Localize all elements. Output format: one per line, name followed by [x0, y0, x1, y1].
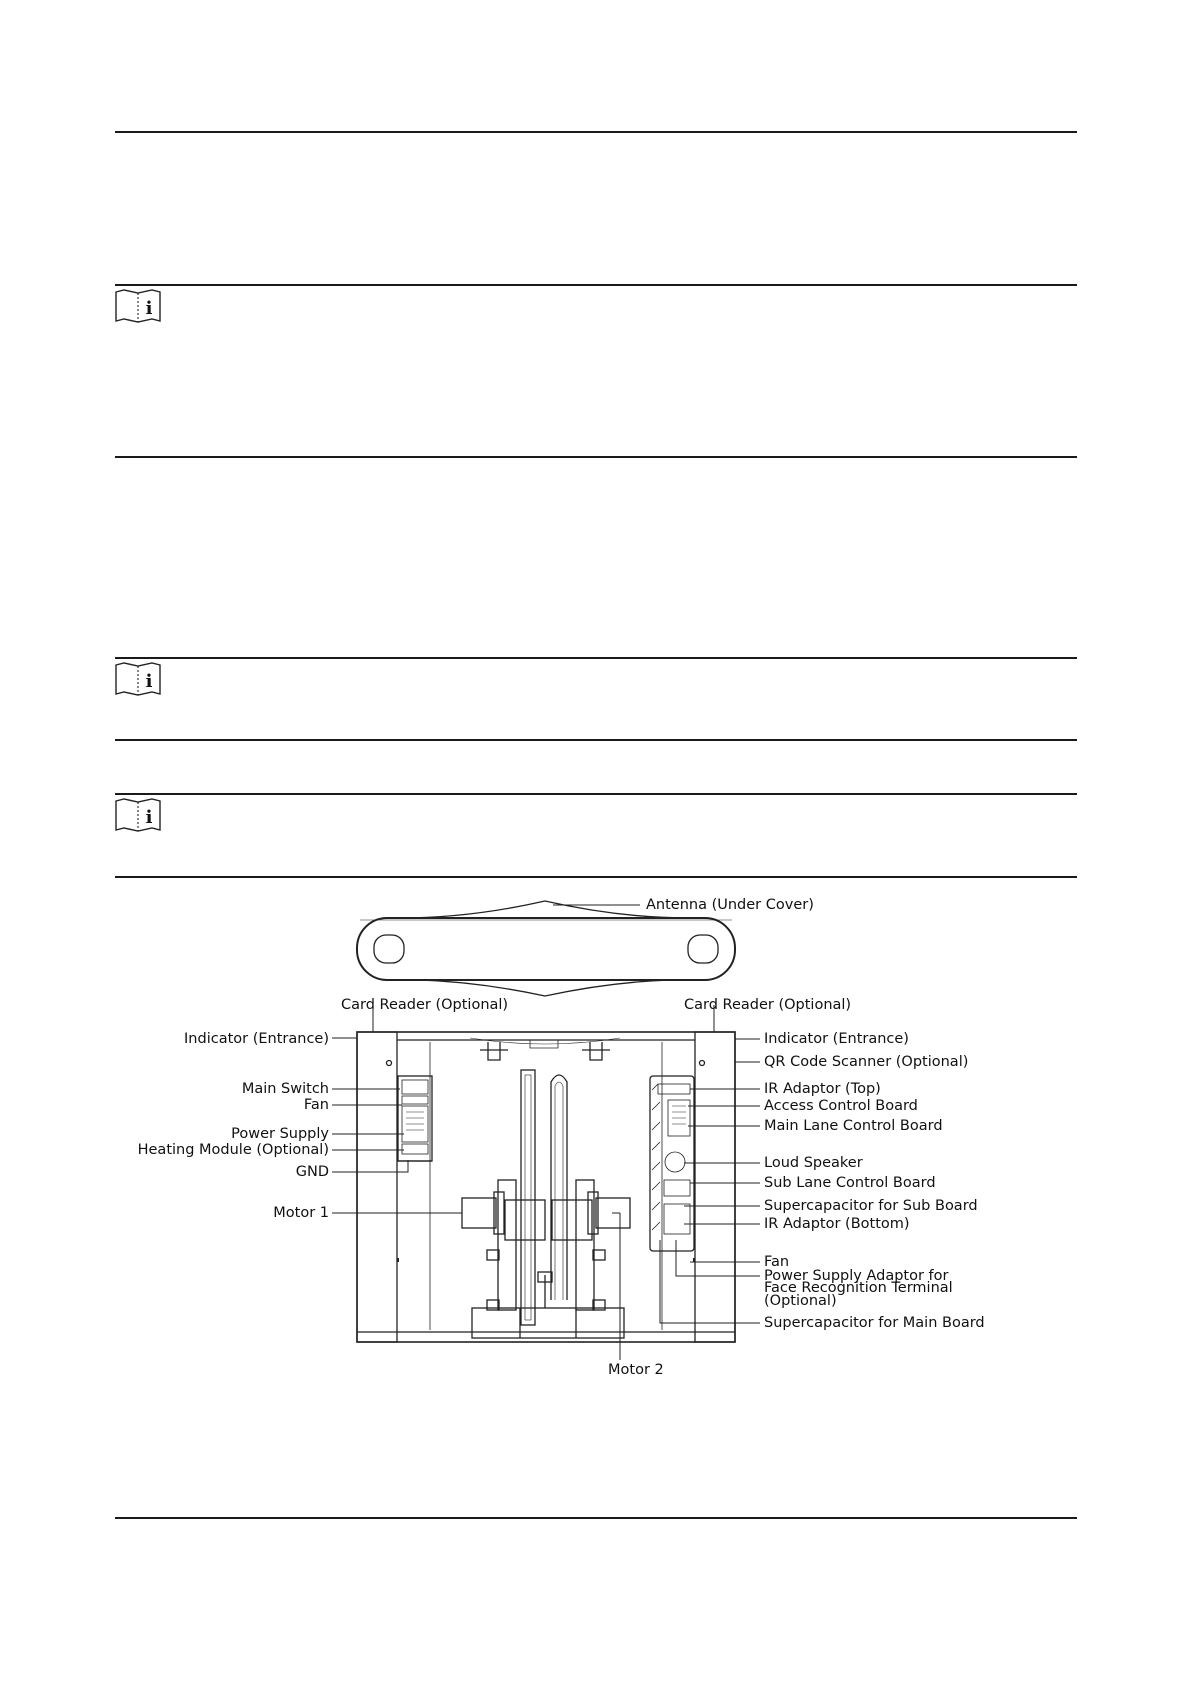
- note-1-top-rule: [115, 284, 1077, 286]
- note-1-icon: [114, 289, 162, 323]
- label-supercap-sub: Supercapacitor for Sub Board: [764, 1198, 978, 1214]
- label-motor-1: Motor 1: [273, 1205, 329, 1221]
- label-loud-speaker: Loud Speaker: [764, 1155, 863, 1171]
- label-supercap-main: Supercapacitor for Main Board: [764, 1315, 985, 1331]
- note-1-bottom-rule: [115, 456, 1077, 458]
- note-3-icon: [114, 798, 162, 832]
- label-motor-2: Motor 2: [608, 1362, 664, 1378]
- mechanism: [398, 1070, 694, 1338]
- label-gnd: GND: [295, 1164, 329, 1180]
- svg-text:i: i: [145, 671, 153, 692]
- svg-text:i: i: [145, 298, 153, 319]
- svg-text:i: i: [145, 807, 153, 828]
- note-3-bottom-rule: [115, 876, 1077, 878]
- label-antenna: Antenna (Under Cover): [646, 897, 814, 913]
- label-card-reader-left: Card Reader (Optional): [341, 997, 509, 1013]
- label-power-supply-adaptor-2: Face Recognition Terminal: [764, 1280, 953, 1296]
- label-access-control-board: Access Control Board: [764, 1098, 918, 1114]
- top-cover: [357, 901, 735, 996]
- label-indicator-right: Indicator (Entrance): [764, 1031, 909, 1047]
- label-indicator-left: Indicator (Entrance): [184, 1031, 329, 1047]
- leader-lines: [332, 905, 760, 1360]
- label-power-supply: Power Supply: [231, 1126, 329, 1142]
- footer-rule: [115, 1517, 1077, 1519]
- note-2-top-rule: [115, 657, 1077, 659]
- label-fan-left: Fan: [303, 1097, 329, 1113]
- header-rule: [115, 131, 1077, 133]
- housing: [357, 1032, 735, 1342]
- left-panel: [398, 1076, 432, 1161]
- label-card-reader-right: Card Reader (Optional): [684, 997, 852, 1013]
- label-power-supply-adaptor-1: Power Supply Adaptor for: [764, 1268, 949, 1284]
- label-ir-top: IR Adaptor (Top): [764, 1081, 881, 1097]
- label-ir-bottom: IR Adaptor (Bottom): [764, 1216, 910, 1232]
- label-qr-scanner: QR Code Scanner (Optional): [764, 1054, 969, 1070]
- note-2-icon: [114, 662, 162, 696]
- label-heating-module: Heating Module (Optional): [137, 1142, 329, 1158]
- label-main-switch: Main Switch: [241, 1081, 329, 1097]
- note-3-top-rule: [115, 793, 1077, 795]
- label-power-supply-adaptor-3: (Optional): [764, 1293, 837, 1309]
- label-sub-lane-board: Sub Lane Control Board: [764, 1175, 936, 1191]
- note-2-bottom-rule: [115, 739, 1077, 741]
- label-fan-right: Fan: [764, 1254, 790, 1270]
- right-panel: [650, 1076, 694, 1251]
- label-main-lane-board: Main Lane Control Board: [764, 1118, 943, 1134]
